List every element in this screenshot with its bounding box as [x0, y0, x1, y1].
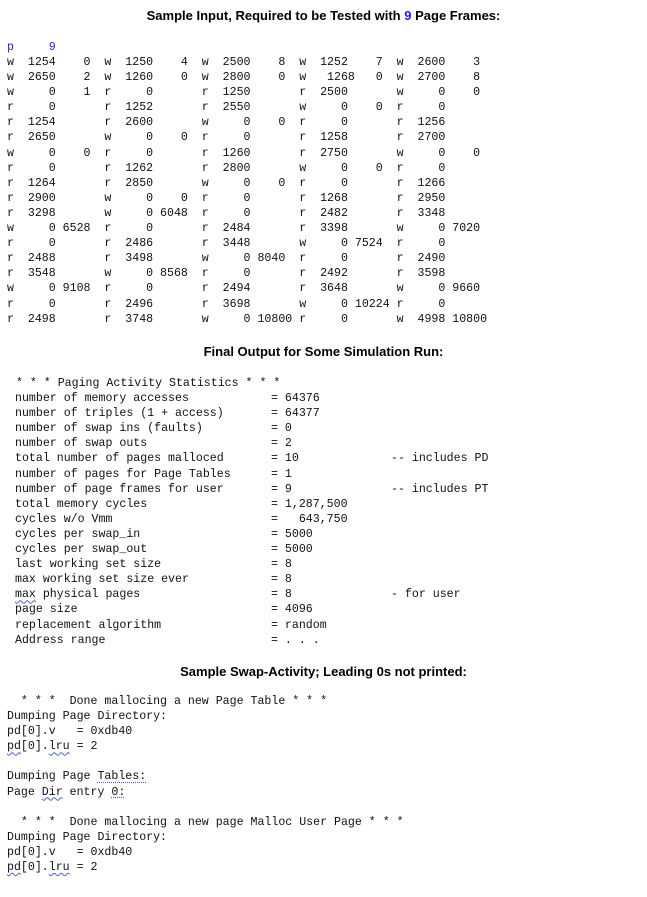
stats-row: [9, 436, 292, 451]
input-header-p: p: [7, 41, 14, 54]
stats-label-text: number of swap outs: [15, 437, 148, 451]
stats-value: = 2: [271, 437, 292, 451]
swap-line: pd[0].v = 0xdb40: [7, 725, 133, 739]
input-row: r 1254 r 2600 w 0 0 r 0 r 1256: [7, 116, 446, 130]
lru-value: = 2: [69, 861, 98, 875]
swap-line: Dumping Page Directory:: [7, 710, 168, 724]
input-header-n: 9: [48, 41, 56, 54]
swap-line: pd[0].v = 0xdb40: [7, 845, 133, 859]
stats-label-text: number of memory accesses: [15, 392, 189, 406]
stats-row: [9, 587, 461, 602]
stats-row: [9, 527, 313, 542]
blank-line: [7, 754, 404, 769]
stats-label: [15, 467, 231, 482]
stats-label-text: replacement algorithm: [15, 618, 162, 632]
swap-heading: Sample Swap-Activity; Leading 0s not printed:: [180, 664, 467, 679]
input-row: r 1264 r 2850 w 0 0 r 0 r 1266: [7, 176, 446, 190]
input-row: r 3548 w 0 8568 r 0 r 2492 r 3598: [7, 267, 446, 281]
page-text: Page: [7, 785, 42, 799]
stats-label-text: cycles per swap_in: [15, 527, 141, 541]
stats-label-text: number of page frames for user: [15, 482, 224, 496]
stats-value: = . . .: [271, 633, 320, 647]
swap-line: Dumping Page Directory:: [7, 830, 168, 844]
stats-label: [15, 512, 112, 527]
stats-label: [15, 618, 161, 633]
stats-label: [15, 436, 147, 451]
stats-value: = 1,287,500: [271, 497, 348, 511]
input-row: r 2498 r 3748 w 0 10800 r 0 w 4998 10800: [7, 312, 488, 326]
stats-value: = 4096: [271, 603, 313, 617]
stats-label: [15, 587, 140, 602]
input-row: r 2650 w 0 0 r 0 r 1258 r 2700: [7, 131, 446, 145]
stats-row: [9, 482, 489, 497]
blank-line: [7, 800, 404, 815]
input-heading-suffix: Page Frames:: [411, 8, 501, 23]
stats-note: -- includes PD: [391, 452, 489, 466]
swap-block: [7, 694, 404, 875]
stats-value: = 5000: [271, 527, 313, 541]
input-row: w 0 0 r 0 r 1260 r 2750 w 0 0: [7, 146, 481, 160]
pd-token: pd: [7, 740, 21, 754]
stats-value: = 8: [271, 588, 292, 602]
input-row: w 0 6528 r 0 r 2484 r 3398 w 0 7020: [7, 222, 481, 236]
input-row: w 0 1 r 0 r 1250 r 2500 w 0 0: [7, 86, 481, 100]
stats-label-text: cycles w/o Vmm: [15, 512, 113, 526]
input-header: [7, 40, 56, 55]
swap-line: [7, 739, 404, 754]
stats-note: -- includes PT: [391, 482, 489, 496]
entry-zero-token: 0:: [111, 785, 126, 799]
stats-label: [15, 451, 224, 466]
lru-value: = 2: [69, 740, 98, 754]
stats-label-text: page size: [15, 603, 78, 617]
input-heading: [0, 8, 647, 23]
stats-label-text: number of swap ins (faults): [15, 422, 203, 436]
input-row: r 0 r 1252 r 2550 w 0 0 r 0: [7, 101, 446, 115]
stats-value: = 9: [271, 482, 292, 496]
stats-row: [9, 467, 292, 482]
stats-title: * * * Paging Activity Statistics * * *: [9, 377, 281, 390]
stats-label-text: number of triples (1 + access): [15, 407, 224, 421]
input-row: r 3298 w 0 6048 r 0 r 2482 r 3348: [7, 206, 446, 220]
stats-value: = 64377: [271, 407, 320, 421]
pd-index: [0].: [20, 740, 49, 754]
stats-label: [15, 633, 105, 648]
swap-line: [7, 785, 404, 800]
stats-label-text: Address range: [15, 633, 106, 647]
stats-value: = 64376: [271, 392, 320, 406]
input-row: r 2900 w 0 0 r 0 r 1268 r 2950: [7, 191, 446, 205]
lru-token: lru: [48, 740, 70, 754]
stats-row: [9, 391, 320, 406]
dir-token: Dir: [41, 785, 63, 799]
stats-label-text: last working set size: [15, 558, 162, 572]
pd-token: pd: [7, 861, 21, 875]
stats-rows: [9, 391, 489, 648]
stats-label: [15, 572, 189, 587]
stats-value: = 0: [271, 422, 292, 436]
stats-row: [9, 406, 320, 421]
stats-value: = 5000: [271, 543, 313, 557]
stats-label: [15, 557, 161, 572]
stats-value: = 8: [271, 573, 292, 587]
stats-label-text: physical pages: [35, 588, 141, 602]
input-row: r 2488 r 3498 w 0 8040 r 0 r 2490: [7, 252, 446, 266]
input-heading-frames: 9: [404, 8, 412, 23]
stats-row: [9, 421, 292, 436]
stats-row: [9, 602, 313, 617]
input-heading-prefix: Sample Input, Required to be Tested with: [146, 8, 405, 23]
input-row: w 1254 0 w 1250 4 w 2500 8 w 1252 7 w 2600 3: [7, 56, 481, 69]
stats-row: [9, 618, 327, 633]
stats-label: [15, 542, 147, 557]
stats-value: = 643,750: [271, 512, 348, 526]
stats-block: [9, 376, 489, 648]
stats-note: - for user: [391, 588, 461, 602]
output-heading: Final Output for Some Simulation Run:: [203, 344, 444, 359]
tables-token: Tables:: [97, 770, 147, 784]
lru-token: lru: [48, 861, 70, 875]
input-row: w 0 9108 r 0 r 2494 r 3648 w 0 9660: [7, 282, 481, 296]
stats-label: [15, 602, 78, 617]
pd-index: [0].: [20, 861, 49, 875]
dump-tables-text: Dumping Page: [7, 770, 98, 784]
stats-value: = 8: [271, 558, 292, 572]
stats-label: [15, 391, 189, 406]
input-row: r 0 r 1262 r 2800 w 0 0 r 0: [7, 161, 446, 175]
stats-row: [9, 542, 313, 557]
stats-value: = 1: [271, 467, 292, 481]
input-row: r 0 r 2496 r 3698 w 0 10224 r 0: [7, 297, 446, 311]
stats-row: [9, 451, 489, 466]
swap-line: * * * Done mallocing a new Page Table * * *: [7, 695, 328, 708]
input-row: r 0 r 2486 r 3448 w 0 7524 r 0: [7, 237, 446, 251]
input-table: [7, 55, 487, 327]
stats-label-text: total number of pages malloced: [15, 452, 224, 466]
swap-line: * * * Done mallocing a new page Malloc User Page * * *: [7, 815, 404, 829]
stats-value: = random: [271, 618, 327, 632]
stats-row: [9, 497, 348, 512]
stats-label-word: max: [15, 588, 36, 602]
swap-line: [7, 860, 404, 875]
stats-row: [9, 633, 320, 648]
stats-label: [15, 527, 140, 542]
stats-row: [9, 557, 292, 572]
stats-row: [9, 512, 348, 527]
input-row: w 2650 2 w 1260 0 w 2800 0 w 1268 0 w 2700 8: [7, 71, 481, 85]
stats-label: [15, 406, 224, 421]
stats-label-text: total memory cycles: [15, 497, 148, 511]
swap-line: [7, 769, 404, 784]
stats-value: = 10: [271, 452, 299, 466]
stats-label-text: number of pages for Page Tables: [15, 467, 231, 481]
stats-label: [15, 482, 224, 497]
stats-row: [9, 572, 292, 587]
stats-label: [15, 497, 147, 512]
entry-text: entry: [62, 785, 112, 799]
stats-label: [15, 421, 203, 436]
stats-label-text: cycles per swap_out: [15, 543, 148, 557]
stats-label-text: max working set size ever: [15, 573, 189, 587]
